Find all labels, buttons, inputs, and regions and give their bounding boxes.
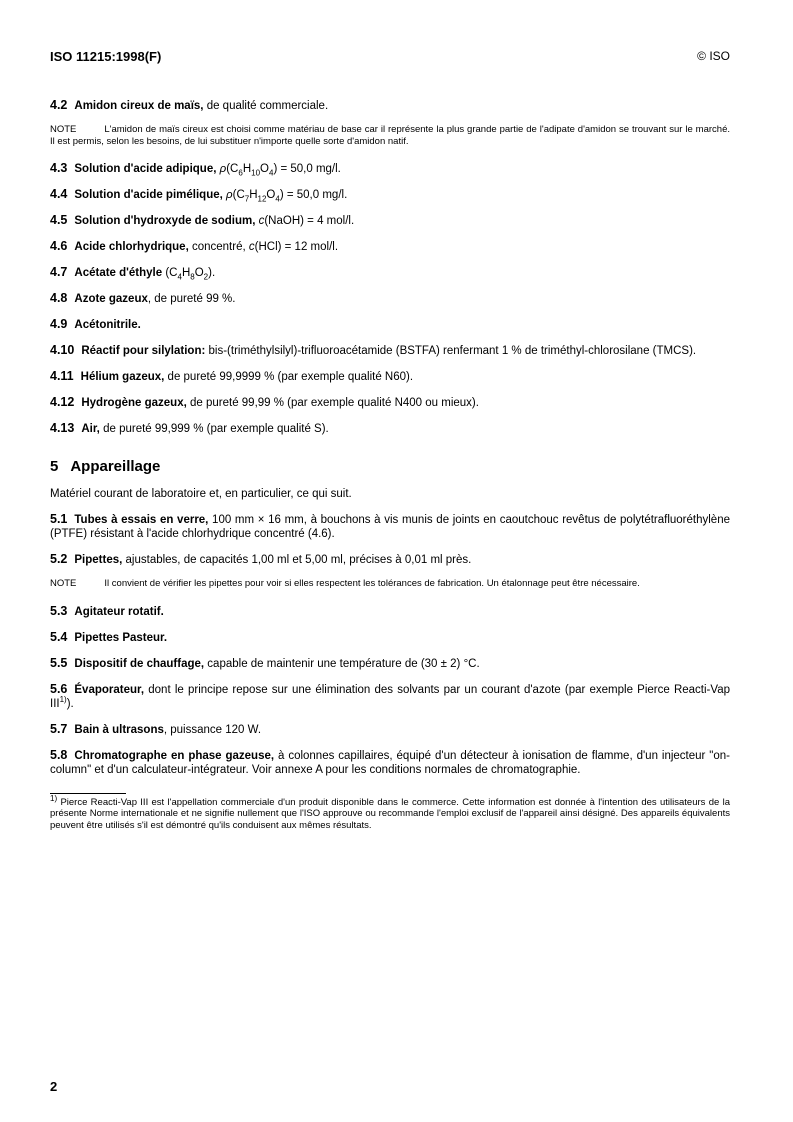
footnote-mark: 1) (50, 793, 58, 803)
clause-title: Tubes à essais en verre, (74, 514, 209, 526)
formula-part: (HCl) = 12 mol/l. (254, 241, 339, 253)
clause-number: 5.8 (50, 747, 68, 762)
section-number: 5 (50, 458, 59, 475)
clause-title: Agitateur rotatif. (74, 605, 164, 618)
clause-text: capable de maintenir une température de (30 ± 2) °C. (204, 657, 480, 670)
subscript: 7 (244, 194, 250, 204)
clause-4-3 (50, 161, 730, 176)
clause-number: 5.7 (50, 721, 68, 736)
clause-4-5 (50, 213, 730, 228)
clause-number: 4.2 (50, 98, 68, 112)
subscript: 6 (238, 168, 243, 178)
clause-number: 4.5 (50, 213, 68, 227)
clause-text: de qualité commerciale. (203, 100, 329, 112)
clause-4-10 (50, 343, 730, 358)
copyright-mark: © ISO (697, 49, 730, 63)
clause-number: 4.9 (50, 317, 68, 331)
clause-text: = 4 mol/l. (303, 215, 355, 227)
clause-5-3 (50, 604, 730, 619)
clause-number: 5.3 (50, 603, 68, 618)
clause-number: 5.4 (50, 629, 68, 644)
clause-title: Pipettes, (74, 554, 123, 566)
rho-symbol: ρ (219, 163, 227, 175)
subscript: 4 (268, 168, 274, 178)
clause-5-8 (50, 748, 730, 777)
clause-4-2 (50, 98, 730, 113)
clause-text: concentré, (188, 241, 249, 253)
clause-title: Azote gazeux (74, 293, 148, 305)
formula-part: H (249, 189, 258, 201)
clause-4-7 (50, 265, 730, 280)
clause-4-9 (50, 317, 730, 332)
section-heading-5 (50, 458, 730, 475)
formula-part: (C (226, 163, 239, 175)
formula-part: ) = 50,0 mg/l. (273, 163, 341, 175)
subscript: 10 (251, 168, 261, 178)
clause-4-6 (50, 239, 730, 254)
section-intro: Matériel courant de laboratoire et, en particulier, ce qui suit. (50, 488, 352, 500)
clause-text: ajustables, de capacités 1,00 ml et 5,00 ml, précises à 0,01 ml près. (122, 554, 472, 566)
formula-part: O (260, 163, 269, 175)
footnote (50, 793, 730, 832)
clause-text: dont le principe repose sur une élimination des solvants par un courant d'azote (par exemple Pierce Reacti-Vap III (50, 683, 730, 710)
standard-reference: ISO 11215:1998(F) (50, 49, 162, 64)
note-text: Il convient de vérifier les pipettes pour voir si elles respectent les tolérances de fabrication. Un étalonnage peut être nécessaire. (104, 578, 640, 589)
note-label: NOTE (50, 578, 77, 589)
clause-title: Réactif pour silylation: (81, 345, 206, 357)
clause-5-5 (50, 656, 730, 671)
clause-title: Solution d'hydroxyde de sodium, (74, 215, 256, 227)
subscript: 4 (177, 272, 182, 282)
clause-text-tail: ). (66, 697, 74, 710)
clause-title: Bain à ultrasons (74, 723, 164, 736)
formula-part: ) = 50,0 mg/l. (279, 189, 348, 201)
note-text: L'amidon de maïs cireux est choisi comme matériau de base car il représente la plus grande partie de l'adipate d'amidon se trouvant sur le marché. Il est permis, selon les besoins, de lui substituer n'importe quelle sorte d'amidon natif. (50, 124, 730, 147)
clause-number: 5.6 (50, 681, 68, 696)
clause-number: 4.13 (50, 421, 75, 435)
footnote-text: Pierce Reacti-Vap III est l'appellation commerciale d'un produit disponible dans le commerce. Cette information est donnée à l'intention des utilisateurs de la présente Norme internationale et ne signifie nullement que l'ISO approuve ou recommande l'emploi exclusif de l'appareil ainsi désigné. Des appareils équivalents peuvent être utilisés s'il est démontré qu'ils conduisent aux mêmes résultats. (50, 796, 730, 831)
clause-title: Hélium gazeux, (80, 371, 165, 383)
clause-title: Évaporateur, (74, 683, 145, 696)
clause-title: Solution d'acide adipique, (74, 163, 217, 175)
c-symbol: c (258, 215, 265, 227)
clause-text: de pureté 99,9999 % (par exemple qualité N60). (164, 371, 414, 383)
clause-number: 4.6 (50, 239, 68, 253)
clause-number: 5.1 (50, 512, 68, 526)
formula-part: (C (162, 267, 178, 279)
section-title: Appareillage (70, 458, 161, 475)
formula-part: (C (232, 189, 245, 201)
clause-title: Air, (81, 423, 100, 435)
clause-text: , de pureté 99 %. (147, 293, 236, 305)
formula-part: H (181, 267, 191, 279)
subscript: 12 (257, 194, 267, 204)
note-pipettes (50, 578, 730, 590)
clause-5-1 (50, 512, 730, 541)
clause-number: 4.10 (50, 343, 75, 357)
formula-part: ). (208, 267, 216, 279)
clause-text: , puissance 120 W. (163, 723, 262, 736)
clause-4-13 (50, 421, 730, 436)
clause-number: 4.8 (50, 291, 68, 305)
clause-5-2 (50, 552, 730, 567)
clause-number: 5.5 (50, 655, 68, 670)
formula-part: (NaOH) (264, 215, 304, 227)
clause-5-7 (50, 722, 730, 737)
footnote-separator (50, 793, 126, 794)
formula-part: O (266, 189, 276, 201)
clause-title: Acétate d'éthyle (74, 267, 163, 279)
clause-number: 4.11 (50, 369, 74, 383)
clause-title: Hydrogène gazeux, (81, 397, 187, 409)
clause-number: 4.4 (50, 187, 68, 201)
clause-text: de pureté 99,999 % (par exemple qualité S). (99, 423, 329, 435)
clause-title: Acide chlorhydrique, (74, 241, 189, 253)
clause-5-4 (50, 630, 730, 645)
subscript: 8 (190, 272, 195, 282)
formula-part: O (194, 267, 204, 279)
note-label: NOTE (50, 124, 77, 135)
formula-part: H (242, 163, 252, 175)
clause-text: 100 mm × 16 mm, à bouchons à vis munis de joints en caoutchouc revêtus de polytétrafluoréthylène (PTFE) résistant à l'acide chlorhydrique concentré (4.6). (50, 514, 730, 540)
clause-4-4 (50, 187, 730, 202)
clause-title: Solution d'acide pimélique, (74, 189, 223, 201)
clause-text: bis-(triméthylsilyl)-trifluoroacétamide (BSTFA) renfermant 1 % de triméthyl-chlorosilane (TMCS). (205, 345, 697, 357)
clause-title: Pipettes Pasteur. (74, 631, 168, 644)
clause-title: Chromatographe en phase gazeuse, (74, 749, 275, 762)
subscript: 2 (203, 272, 209, 282)
c-symbol: c (248, 241, 255, 253)
rho-symbol: ρ (226, 189, 233, 201)
clause-number: 4.3 (50, 161, 68, 175)
clause-number: 4.7 (50, 265, 68, 279)
page-number: 2 (50, 1079, 58, 1094)
clause-number: 5.2 (50, 552, 68, 566)
clause-title: Dispositif de chauffage, (74, 657, 205, 670)
clause-text: de pureté 99,99 % (par exemple qualité N400 ou mieux). (186, 397, 479, 409)
clause-4-11 (50, 369, 730, 384)
subscript: 4 (275, 194, 280, 204)
clause-5-6 (50, 682, 730, 711)
note-waxy-starch (50, 124, 730, 147)
clause-title: Amidon cireux de maïs, (74, 100, 204, 112)
clause-number: 4.12 (50, 395, 75, 409)
clause-4-8 (50, 291, 730, 306)
clause-4-12 (50, 395, 730, 410)
clause-title: Acétonitrile. (74, 319, 141, 331)
footnote-ref: 1) (59, 694, 67, 704)
clause-text: à colonnes capillaires, équipé d'un détecteur à ionisation de flamme, d'un injecteur "on-column" et d'un calculateur-intégrateur. Voir annexe A pour les conditions normales de chromatographie. (50, 749, 730, 776)
page-content (50, 98, 730, 831)
